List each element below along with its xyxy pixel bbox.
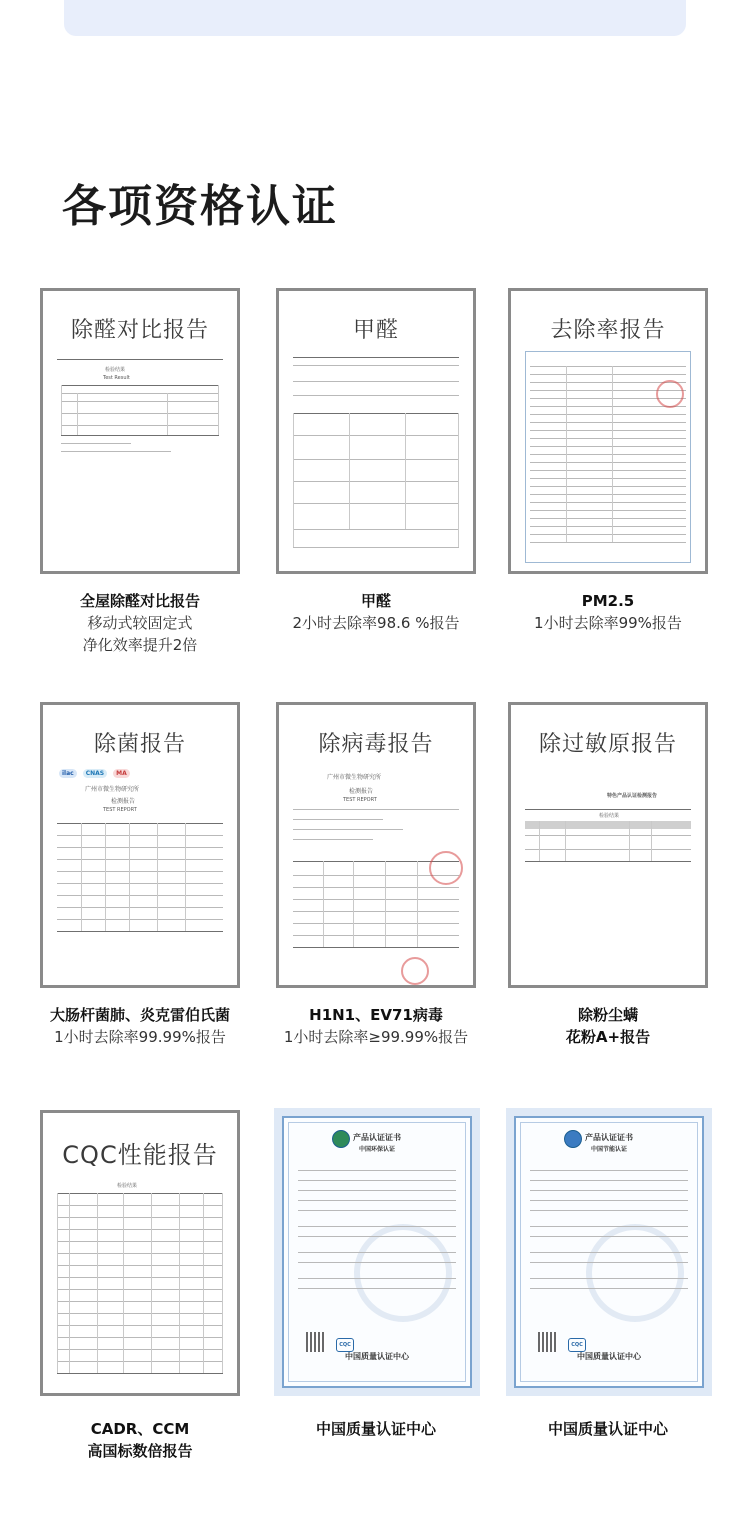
cert-footer: 中国质量认证中心: [577, 1352, 641, 1361]
qr-code-icon: [538, 1332, 558, 1352]
watermark-icon: [354, 1224, 452, 1322]
cert-subheading: 中国节能认证: [590, 1146, 627, 1153]
cert-card-bacteria[interactable]: [40, 702, 240, 988]
cert-caption: CADR、CCM 高国标数倍报告: [87, 1420, 193, 1460]
cert-caption: H1N1、EV71病毒 1小时去除率≥99.99%报告: [283, 1006, 469, 1046]
cert-heading: 产品认证证书: [353, 1133, 401, 1142]
watermark-icon: [586, 1224, 684, 1322]
cert-card-allergen[interactable]: [508, 702, 708, 988]
cert-heading: 产品认证证书: [585, 1133, 633, 1142]
cert-title: 除过敏原报告: [538, 732, 677, 757]
cert-card-formaldehyde[interactable]: [276, 288, 476, 574]
cert-subheading: 中国环保认证: [358, 1146, 395, 1153]
cert-caption: 中国质量认证中心: [547, 1420, 668, 1438]
cert-title: 甲醛: [352, 318, 399, 343]
qr-code-icon: [306, 1332, 326, 1352]
cert-caption: 除粉尘螨 花粉A+报告: [565, 1006, 651, 1046]
document-thumbnail: 广州市微生物研究所 检测报告 TEST REPORT: [293, 765, 459, 977]
top-banner-card: [64, 0, 686, 36]
cert-caption: 大肠杆菌肺、炎克雷伯氏菌 1小时去除率99.99%报告: [49, 1006, 230, 1046]
cert-caption: 全屋除醛对比报告 移动式较固定式 净化效率提升2倍: [79, 592, 200, 654]
cert-caption: 中国质量认证中心: [315, 1420, 436, 1438]
cert-caption: 甲醛 2小时去除率98.6 %报告: [292, 592, 460, 632]
cert-caption: PM2.5 1小时去除率99%报告: [534, 592, 682, 632]
cert-card-virus[interactable]: [276, 702, 476, 988]
cert-title: 去除率报告: [550, 318, 666, 343]
cert-card-energy-certification[interactable]: [506, 1108, 712, 1396]
document-thumbnail: 特色产品认证检测报告 检验结果: [525, 791, 691, 865]
document-thumbnail: ilac CNAS MA 广州市微生物研究所 检测报告 TEST REPORT: [57, 765, 223, 977]
accreditation-logos: ilac CNAS MA: [59, 769, 130, 778]
cert-card-removal-rate[interactable]: [508, 288, 708, 574]
cert-footer: 中国质量认证中心: [345, 1352, 409, 1361]
cert-card-formaldehyde-comparison[interactable]: [40, 288, 240, 574]
cert-title: CQC性能报告: [62, 1141, 218, 1169]
cert-card-cqc-performance[interactable]: [40, 1110, 240, 1396]
cqc-seal-icon: CQC: [336, 1338, 354, 1352]
section-title: 各项资格认证: [62, 181, 338, 232]
cqc-seal-icon: CQC: [568, 1338, 586, 1352]
cert-title: 除病毒报告: [318, 732, 434, 757]
document-thumbnail: 检验结果 Test Result: [57, 351, 223, 563]
cert-title: 除醛对比报告: [70, 318, 209, 343]
document-thumbnail: [293, 351, 459, 563]
document-thumbnail: [525, 351, 691, 563]
cert-card-environmental-certification[interactable]: [274, 1108, 480, 1396]
document-thumbnail: 检验结果: [57, 1173, 223, 1385]
cert-title: 除菌报告: [93, 732, 186, 757]
